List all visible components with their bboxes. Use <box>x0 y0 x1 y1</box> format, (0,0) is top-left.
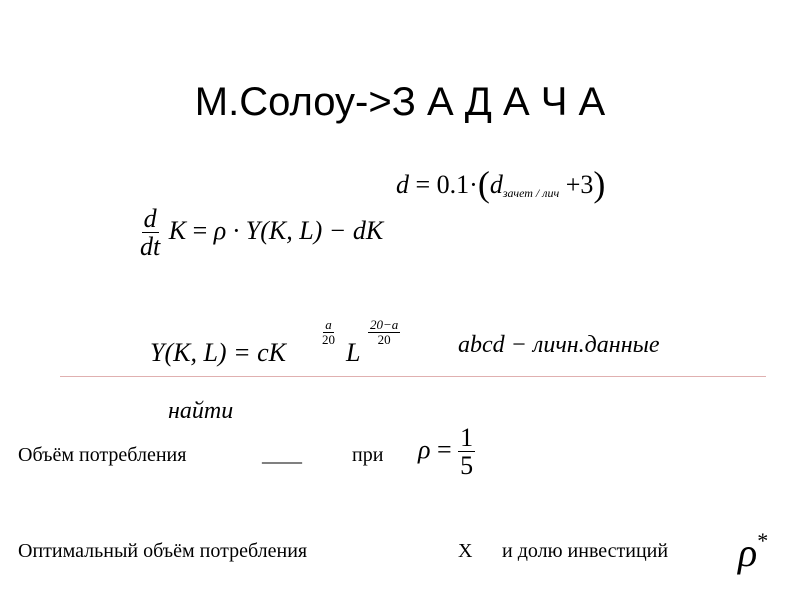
formula-d-dot: · <box>469 170 478 199</box>
investment-share-label: и долю инвестиций <box>502 540 669 562</box>
find-label: найти <box>168 398 234 424</box>
formula-y-exp2 <box>368 318 400 346</box>
divider-line <box>60 376 766 377</box>
at-label: при <box>352 444 384 466</box>
formula-d-const: 3 <box>580 170 594 199</box>
rho-symbol: ρ <box>418 434 431 464</box>
formula-d-eq: = <box>415 170 431 199</box>
formula-rho-fraction <box>418 424 475 480</box>
formula-d-lparen: ( <box>477 164 490 204</box>
formula-y-exp1-den: 20 <box>322 331 335 347</box>
formula-dk-rhs: ρ · Y(K, L) − dK <box>213 215 384 245</box>
rho-star-symbol: ρ <box>738 530 758 575</box>
formula-derivative-fraction <box>138 205 162 261</box>
formula-d-coef: 0.1 <box>436 170 470 199</box>
formula-d-subscript: зачет / лич <box>502 186 560 200</box>
formula-derivative-den: dt <box>140 232 161 262</box>
formula-y-exp1 <box>320 318 337 346</box>
formula-d-rparen: ) <box>593 164 606 204</box>
formula-dk-eq: = <box>192 215 208 245</box>
personal-data-note: abcd − личн.данные <box>458 332 660 358</box>
answer-blank: ____ <box>262 444 302 466</box>
rho-star <box>738 528 768 576</box>
formula-y-exp1-num: a <box>325 317 332 332</box>
rho-star-asterisk: * <box>757 528 769 553</box>
x-label: X <box>458 540 473 562</box>
slide-title: М.Солоу->З А Д А Ч А <box>194 80 606 124</box>
formula-derivative-num: d <box>143 204 157 233</box>
rho-eq: = <box>436 434 452 464</box>
consumption-label: Объём потребления <box>18 444 187 466</box>
formula-d-plus: + <box>565 170 581 199</box>
formula-y-exp2-den: 20 <box>377 331 391 347</box>
formula-d-var: d <box>489 170 503 199</box>
optimal-consumption-label: Оптимальный объём потребления <box>18 540 308 562</box>
formula-y-exp2-num: 20−a <box>370 317 399 332</box>
formula-d-lhs: d <box>396 170 409 199</box>
formula-y-L: L <box>346 338 361 367</box>
formula-depreciation <box>396 163 605 205</box>
rho-fraction <box>458 424 475 480</box>
formula-capital-dynamics <box>138 205 383 261</box>
rho-fraction-num: 1 <box>460 423 474 452</box>
formula-dk-var: K <box>168 215 187 245</box>
rho-fraction-den: 5 <box>460 451 474 481</box>
formula-y-lhs: Y(K, L) = cK <box>150 338 287 367</box>
